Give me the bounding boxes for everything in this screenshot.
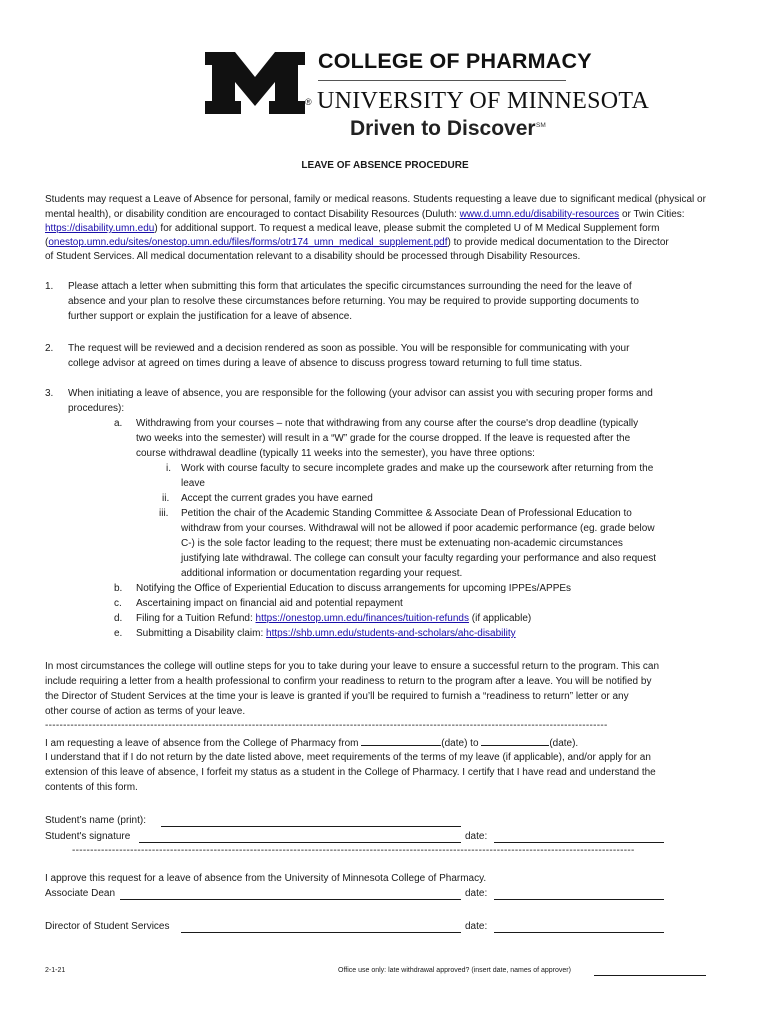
college-name: COLLEGE OF PHARMACY (318, 49, 592, 73)
sub-a-line-1: Withdrawing from your courses – note that withdrawing from any course after the course's drop deadline (typically (136, 418, 639, 429)
student-signature-field[interactable] (139, 842, 461, 843)
sub-letter-b: b. (114, 583, 123, 594)
student-name-label: Student’s name (print): (45, 815, 146, 826)
approval-statement: I approve this request for a leave of absence from the University of Minnesota College of Pharmacy. (45, 873, 487, 884)
form-version: 2-1-21 (45, 967, 66, 974)
university-block-m-logo (205, 52, 305, 114)
item-3-line-1: When initiating a leave of absence, you are responsible for the following (your advisor can assist you with securing proper forms and (68, 388, 653, 399)
roman-ii-line-1: Accept the current grades you have earned (181, 493, 373, 504)
understand-line-3: contents of this form. (45, 782, 138, 793)
university-name: UNIVERSITY OF MINNESOTA (317, 88, 650, 114)
student-signature-label: Student's signature (45, 831, 131, 842)
service-mark: SM (536, 122, 546, 129)
item-1-line-1: Please attach a letter when submitting this form that articulates the specific circumstances surrounding the need for the leave of (68, 281, 632, 292)
sub-e-line (136, 627, 516, 642)
director-signature-field[interactable] (181, 932, 461, 933)
sub-d-line (136, 612, 531, 627)
office-use-note: Office use only: late withdrawal approved? (insert date, names of approver) (338, 967, 571, 974)
director-date-label: date: (465, 921, 488, 932)
divider-bottom: ----------------------------------------------------------------------------------------------------------------------------------------------------------- (72, 845, 635, 856)
request-text: (date) to (441, 738, 482, 749)
item-3-line-2: procedures): (68, 403, 125, 414)
sub-letter-d: d. (114, 613, 123, 624)
intro-line-2 (45, 208, 685, 223)
item-2-line-1: The request will be reviewed and a decision rendered as soon as possible. You will be responsible for communicating with your (68, 343, 630, 354)
office-use-field[interactable] (594, 975, 706, 976)
request-line (45, 736, 578, 752)
roman-iii-line-1: Petition the chair of the Academic Standing Committee & Associate Dean of Professional Education to (181, 508, 632, 519)
link-disability-claim[interactable]: https://shb.umn.edu/students-and-scholars/ahc-disability (266, 628, 516, 639)
sub-e-text: Submitting a Disability claim: (136, 628, 267, 639)
item-number-2: 2. (45, 343, 54, 354)
director-date-field[interactable] (494, 932, 664, 933)
sub-a-line-3: course withdrawal deadline (typically 11 weeks into the semester), you have three options: (136, 448, 535, 459)
link-duluth-disability[interactable]: www.d.umn.edu/disability-resources (459, 209, 620, 220)
intro-text: ) for additional support. To request a medical leave, please submit the completed U of M Medical Supplement form (154, 223, 660, 234)
sub-d-text: (if applicable) (468, 613, 532, 624)
sub-letter-c: c. (114, 598, 122, 609)
item-1-line-3: further support or explain the justification for a leave of absence. (68, 311, 353, 322)
item-1-line-2: absence and your plan to resolve these circumstances before returning. You may be required to provide supporting documents to (68, 296, 639, 307)
intro-line-1: Students may request a Leave of Absence for personal, family or medical reasons. Students requesting a leave due to significant medical (physical or (45, 194, 706, 205)
closing-line-4: other course of action as terms of your leave. (45, 706, 246, 717)
intro-text: mental health), or disability condition are encouraged to contact Disability Resources (Duluth: (45, 209, 460, 220)
understand-line-1: I understand that if I do not return by the date listed above, meet requirements of the terms of my leave (if applicable), and/or apply for an (45, 752, 651, 763)
understand-line-2: extension of this leave of absence, I forfeit my status as a student in the College of Pharmacy. I certify that I have read and understand the (45, 767, 656, 778)
sub-letter-e: e. (114, 628, 123, 639)
director-label: Director of Student Services (45, 921, 170, 932)
sub-d-text: Filing for a Tuition Refund: (136, 613, 256, 624)
to-date-field[interactable] (481, 736, 549, 746)
divider-top: ----------------------------------------------------------------------------------------------------------------------------------------------------------- (45, 720, 608, 731)
associate-dean-signature-field[interactable] (120, 899, 461, 900)
item-number-3: 3. (45, 388, 54, 399)
roman-ii: ii. (162, 493, 170, 504)
registered-mark: ® (305, 97, 312, 107)
associate-dean-date-label: date: (465, 888, 488, 899)
tagline: Driven to Discover (350, 117, 536, 140)
student-name-field[interactable] (161, 826, 461, 827)
intro-line-4 (45, 236, 669, 251)
associate-dean-label: Associate Dean (45, 888, 116, 899)
sub-c-line: Ascertaining impact on financial aid and potential repayment (136, 598, 403, 609)
link-tuition-refunds[interactable]: https://onestop.umn.edu/finances/tuition-refunds (255, 613, 469, 624)
closing-line-2: include requiring a letter from a health professional to confirm your readiness to return to the program after a leave. You will be notified by (45, 676, 652, 687)
roman-iii-line-5: additional information or documentation regarding your request. (181, 568, 463, 579)
roman-i-line-2: leave (181, 478, 205, 489)
roman-iii: iii. (159, 508, 169, 519)
roman-i-line-1: Work with course faculty to secure incomplete grades and make up the coursework after returning from the (181, 463, 654, 474)
closing-line-1: In most circumstances the college will outline steps for you to take during your leave to ensure a successful return to the program. This can (45, 661, 660, 672)
sub-b-line: Notifying the Office of Experiential Education to discuss arrangements for upcoming IPPEs/APPEs (136, 583, 572, 594)
roman-iii-line-3: C-) is the sole factor leading to the request; there must be extenuating non-academic circumstances (181, 538, 623, 549)
request-text: I am requesting a leave of absence from the College of Pharmacy from (45, 738, 362, 749)
item-2-line-2: college advisor at agreed on times during a leave of absence to discuss progress toward returning to full time status. (68, 358, 583, 369)
intro-text: ) to provide medical documentation to the Director (447, 237, 669, 248)
intro-line-3 (45, 222, 659, 237)
from-date-field[interactable] (361, 736, 441, 746)
request-text: (date). (549, 738, 579, 749)
header-rule (318, 80, 566, 81)
student-date-field[interactable] (494, 842, 664, 843)
sub-letter-a: a. (114, 418, 123, 429)
closing-line-3: the Director of Student Services at the time your is leave is granted if you’ll be required to furnish a “readiness to return” letter or any (45, 691, 629, 702)
roman-iii-line-4: justifying late withdrawal. The college can consult your faculty regarding your performance and also request (181, 553, 657, 564)
student-date-label: date: (465, 831, 488, 842)
roman-iii-line-2: withdraw from your courses. Withdrawal will not be allowed if poor academic performance (eg. grade below (181, 523, 655, 534)
intro-line-5: of Student Services. All medical documentation relevant to a disability should be processed through Disability Resources. (45, 251, 581, 262)
roman-i: i. (166, 463, 171, 474)
item-number-1: 1. (45, 281, 54, 292)
sub-a-line-2: two weeks into the semester) will result in a “W” grade for the course dropped. If the leave is requested after the (136, 433, 631, 444)
page-title: LEAVE OF ABSENCE PROCEDURE (301, 160, 469, 171)
intro-text: ( (45, 237, 49, 248)
associate-dean-date-field[interactable] (494, 899, 664, 900)
link-tc-disability[interactable]: https://disability.umn.edu (45, 223, 155, 234)
intro-text: or Twin Cities: (619, 209, 685, 220)
link-medical-supplement-form[interactable]: onestop.umn.edu/sites/onestop.umn.edu/files/forms/otr174_umn_medical_supplement.pdf (48, 237, 448, 248)
